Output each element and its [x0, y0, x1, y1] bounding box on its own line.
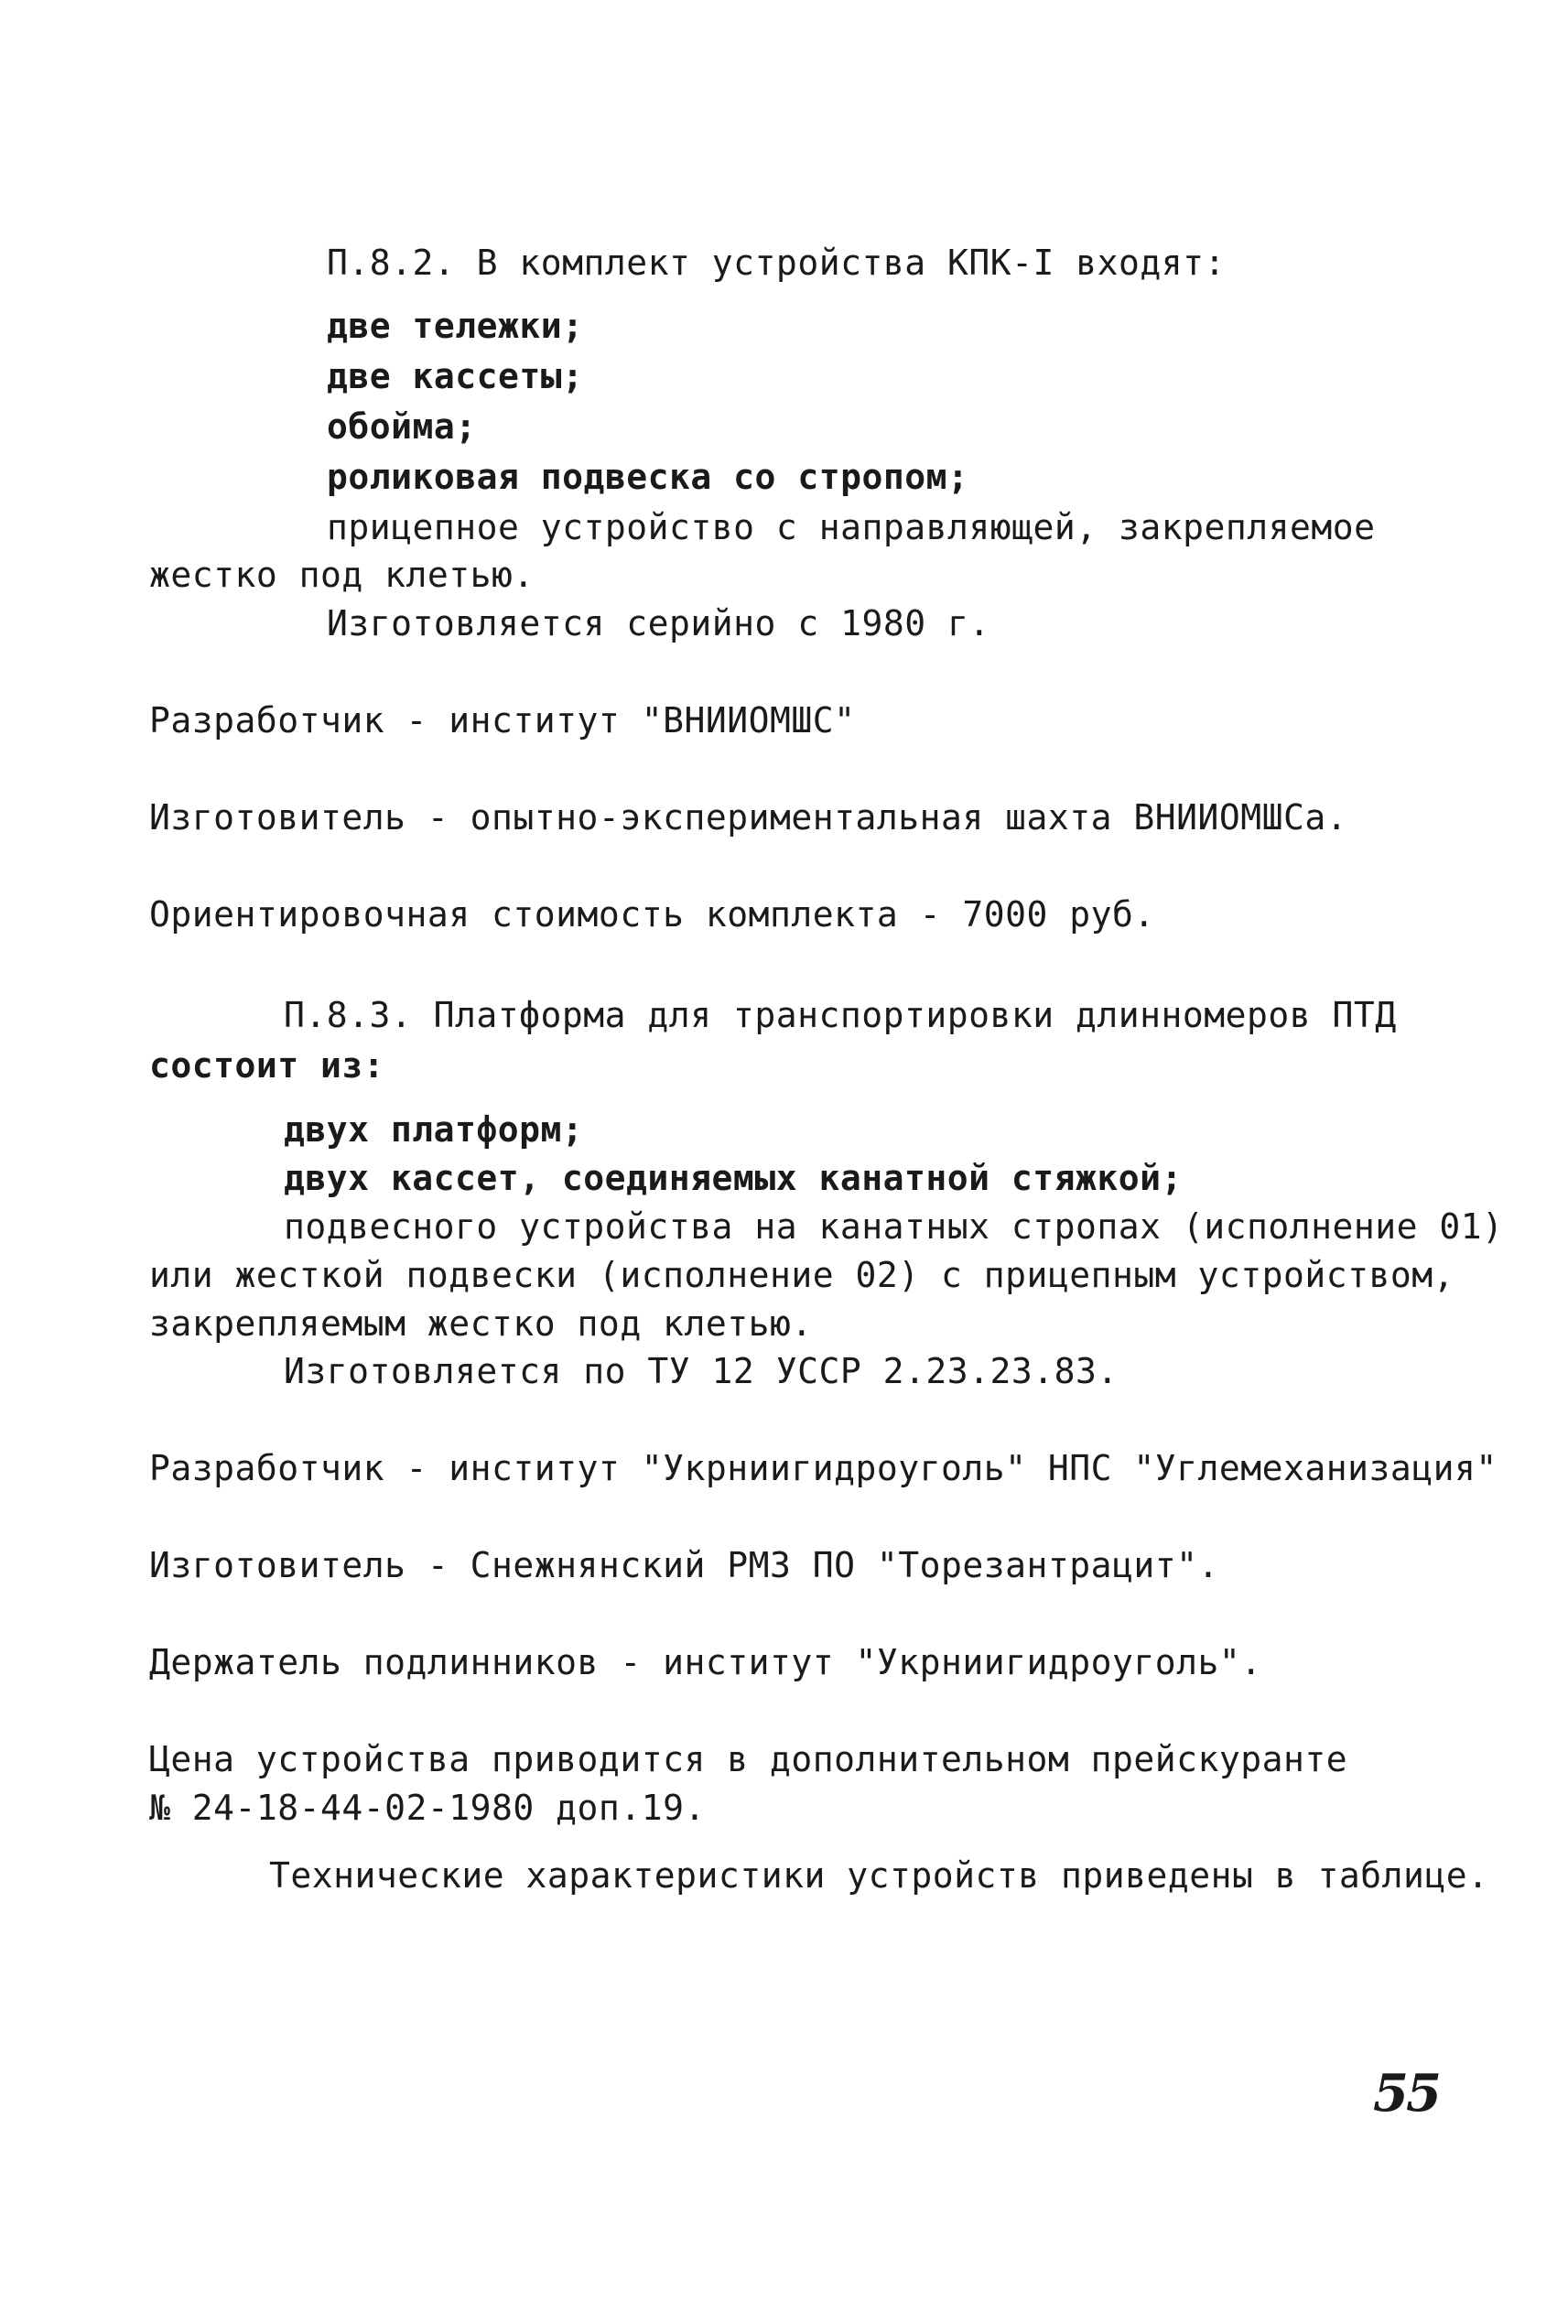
price-line-continuation: № 24-18-44-02-1980 доп.19. — [149, 1788, 706, 1828]
list-item: двух кассет, соединяемых канатной стяжкой; — [284, 1158, 1183, 1198]
list-item: две кассеты; — [327, 356, 584, 396]
specs-note: Технические характеристики устройств приведены в таблице. — [269, 1855, 1489, 1896]
manufacturer-line: Изготовитель - Снежнянский РМЗ ПО "Торезантрацит". — [149, 1545, 1219, 1585]
section-8-2-heading: П.8.2. В комплект устройства КПК-I входят: — [327, 243, 1226, 283]
production-note: Изготовляется серийно с 1980 г. — [327, 603, 990, 643]
page-number: 55 — [1373, 2063, 1439, 2124]
list-item: две тележки; — [327, 306, 584, 346]
cost-line: Ориентировочная стоимость комплекта - 7000 руб. — [149, 894, 1155, 935]
developer-line: Разработчик - институт "Укрниигидроуголь" НПС "Углемеханизация" — [149, 1448, 1498, 1488]
section-8-3-heading-continuation: состоит из: — [149, 1045, 385, 1086]
list-item: роликовая подвеска со стропом; — [327, 457, 969, 497]
list-item: подвесного устройства на канатных стропах (исполнение 01) — [284, 1206, 1504, 1247]
list-item-continuation: жестко под клетью. — [149, 555, 535, 595]
originals-holder-line: Держатель подлинников - институт "Укрниигидроуголь". — [149, 1642, 1262, 1682]
list-item-continuation: закрепляемым жестко под клетью. — [149, 1303, 813, 1344]
manufacturer-line: Изготовитель - опытно-экспериментальная шахта ВНИИОМШСа. — [149, 797, 1348, 838]
list-item: обойма; — [327, 406, 477, 447]
developer-line: Разработчик - институт "ВНИИОМШС" — [149, 700, 856, 740]
list-item: прицепное устройство с направляющей, закрепляемое — [327, 507, 1376, 547]
price-line: Цена устройства приводится в дополнительном прейскуранте — [149, 1739, 1348, 1779]
section-8-3-heading: П.8.3. Платформа для транспортировки длинномеров ПТД — [284, 995, 1397, 1035]
list-item-continuation: или жесткой подвески (исполнение 02) с прицепным устройством, — [149, 1255, 1455, 1295]
production-note: Изготовляется по ТУ 12 УССР 2.23.23.83. — [284, 1351, 1119, 1391]
list-item: двух платформ; — [284, 1109, 584, 1150]
